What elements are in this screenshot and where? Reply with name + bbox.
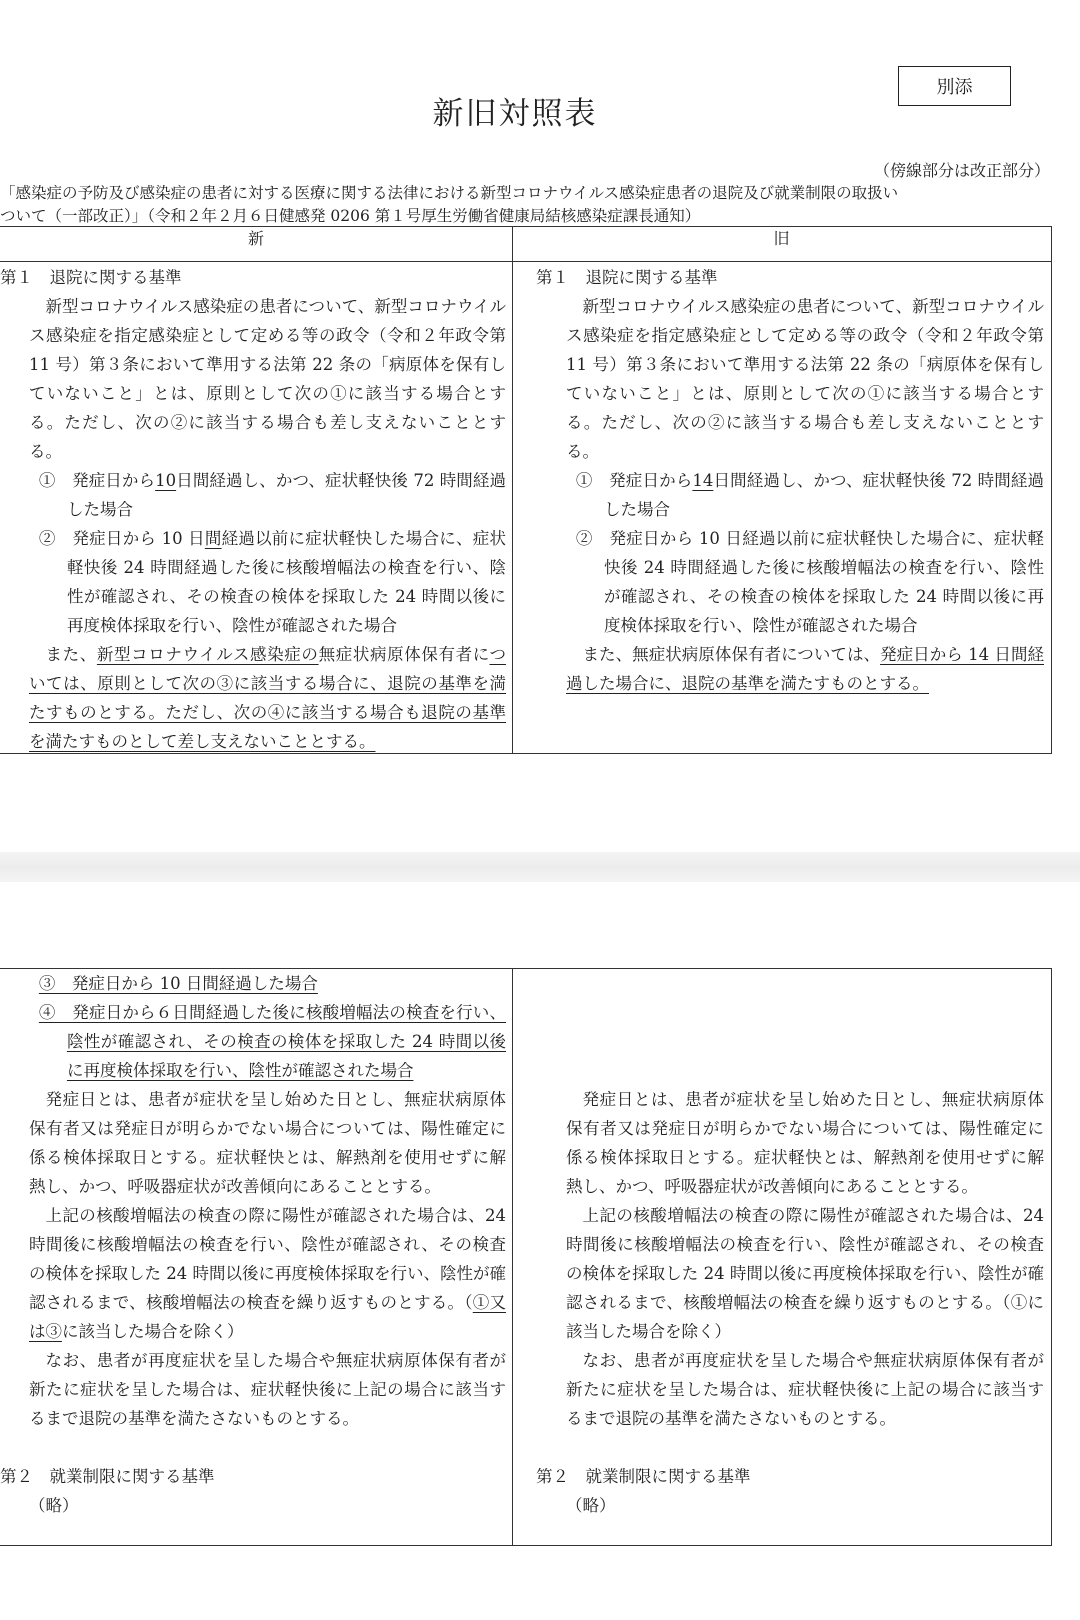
column-divider (512, 227, 513, 753)
new-paragraph-2 (29, 640, 506, 756)
new-column-part-1 (0, 263, 506, 756)
old-column-part-2 (536, 1085, 1044, 1520)
old-item-1-amended: 14 (692, 471, 714, 490)
new-item-1 (29, 466, 506, 524)
old-item-1 (566, 466, 1044, 524)
new-item-1-text: ① 発症日から (38, 471, 156, 490)
old-paragraph-2-text: また、無症状病原体保有者については、 (582, 645, 881, 664)
new-item-2-amended: 間 (204, 529, 222, 548)
new-paragraph-4-text: 上記の核酸増幅法の検査の際に陽性が確認された場合は、24 時間後に核酸増幅法の検査を行い、陰性が確認され、その検査の検体を採取した 24 時間以後に再度検体採取を行い、陰性が確認されるまで、核酸増幅法の検査を繰り返すものとする。（ (29, 1206, 506, 1312)
column-header-old: 旧 (773, 229, 790, 248)
old-paragraph-2-amended: 発症日から 14 日間経過した場合に、退院の基準を満たすものとする。 (566, 645, 1044, 693)
column-divider (512, 969, 513, 1545)
new-item-2-text-rest: 経過以前に症状軽快した場合に、症状軽快後 24 時間経過した後に核酸増幅法の検査を行い、陰性が確認され、その検査の検体を採取した 24 時間以後に再度検体採取を行い、陰性が確認された場合 (66, 529, 506, 635)
notice-reference: 「感染症の予防及び感染症の患者に対する医療に関する法律における新型コロナウイルス感染症患者の退院及び就業制限の取扱い ついて（一部改正）」（令和２年２月６日健感発 0206 第１号厚生労働省健康局結核感染症課長通知） (0, 184, 899, 225)
old-section-1-title: 第１ 退院に関する基準 (536, 268, 718, 287)
old-paragraph-1: 新型コロナウイルス感染症の患者について、新型コロナウイルス感染症を指定感染症として定める等の政令（令和２年政令第 11 号）第３条において準用する法第 22 条の「病原体を保有していないこと」とは、原則として次の①に該当する場合とする。ただし、次の②に該当する場合も差し支えないこととする。 (566, 297, 1044, 461)
old-item-1-text-rest: 日間経過し、かつ、症状軽快後 72 時間経過した場合 (603, 471, 1045, 519)
new-paragraph-3: 発症日とは、患者が症状を呈し始めた日とし、無症状病原体保有者又は発症日が明らかでない場合については、陽性確定に係る検体採取日とする。症状軽快とは、解熱剤を使用せずに解熱し、かつ、呼吸器症状が改善傾向にあることとする。 (29, 1090, 507, 1196)
new-item-1-amended: 10 (155, 471, 177, 490)
new-paragraph-2-amended-1: 新型コロナウイルス感染症の (96, 645, 319, 664)
comparison-table-part-2 (0, 968, 1052, 1546)
new-item-2 (29, 524, 506, 640)
new-paragraph-4-amended: ①又は③ (29, 1293, 507, 1341)
new-section-2-title: 第２ 就業制限に関する基準 (0, 1467, 215, 1486)
new-section-2-body: （略） (29, 1496, 79, 1515)
underline-note: （傍線部分は改正部分） (873, 161, 1050, 180)
comparison-table-part-1 (0, 226, 1052, 754)
attachment-label: 別添 (898, 66, 1011, 106)
old-column-part-1 (536, 263, 1044, 698)
old-item-2: ② 発症日から 10 日経過以前に症状軽快した場合に、症状軽快後 24 時間経過した後に核酸増幅法の検査を行い、陰性が確認され、その検査の検体を採取した 24 時間以後に再度検体採取を行い、陰性が確認された場合 (575, 529, 1044, 635)
new-paragraph-2-text-mid: 無症状病原体保有者に (318, 645, 490, 664)
new-item-2-text: ② 発症日から 10 日 (38, 529, 205, 548)
column-header-new: 新 (247, 229, 264, 248)
old-item-1-text: ① 発症日から (575, 471, 693, 490)
old-paragraph-4: 上記の核酸増幅法の検査の際に陽性が確認された場合は、24 時間後に核酸増幅法の検査を行い、陰性が確認され、その検査の検体を採取した 24 時間以後に再度検体採取を行い、陰性が確認されるまで、核酸増幅法の検査を繰り返すものとする。（①に該当した場合を除く） (566, 1206, 1044, 1341)
new-paragraph-4 (29, 1201, 506, 1346)
old-paragraph-3: 発症日とは、患者が症状を呈し始めた日とし、無症状病原体保有者又は発症日が明らかでない場合については、陽性確定に係る検体採取日とする。症状軽快とは、解熱剤を使用せずに解熱し、かつ、呼吸器症状が改善傾向にあることとする。 (566, 1090, 1045, 1196)
old-paragraph-5: なお、患者が再度症状を呈した場合や無症状病原体保有者が新たに症状を呈した場合は、症状軽快後に上記の場合に該当するまで退院の基準を満たさないものとする。 (566, 1351, 1044, 1428)
page-2 (0, 882, 1080, 1620)
old-paragraph-2 (566, 640, 1044, 698)
document-title: 新旧対照表 (432, 96, 598, 132)
new-paragraph-1: 新型コロナウイルス感染症の患者について、新型コロナウイルス感染症を指定感染症として定める等の政令（令和２年政令第 11 号）第３条において準用する法第 22 条の「病原体を保有していないこと」とは、原則として次の①に該当する場合とする。ただし、次の②に該当する場合も差し支えないこととする。 (29, 297, 507, 461)
new-item-4: ④ 発症日から６日間経過した後に核酸増幅法の検査を行い、陰性が確認され、その検査の検体を採取した 24 時間以後に再度検体採取を行い、陰性が確認された場合 (38, 1003, 506, 1080)
new-paragraph-2-text: また、 (45, 645, 97, 664)
new-paragraph-2-amended-2: ついては、原則として次の③に該当する場合に、退院の基準を満たすものとする。ただし、次の④に該当する場合も退院の基準を満たすものとして差し支えないこととする。 (29, 645, 507, 751)
new-paragraph-4-text-rest: に該当した場合を除く） (62, 1322, 244, 1341)
new-item-1-text-rest: 日間経過し、かつ、症状軽快後 72 時間経過した場合 (66, 471, 507, 519)
new-section-1-title: 第１ 退院に関する基準 (0, 268, 182, 287)
new-paragraph-5: なお、患者が再度症状を呈した場合や無症状病原体保有者が新たに症状を呈した場合は、症状軽快後に上記の場合に該当するまで退院の基準を満たさないものとする。 (29, 1351, 506, 1428)
new-item-3: ③ 発症日から 10 日間経過した場合 (38, 974, 318, 993)
new-column-part-2 (0, 969, 506, 1520)
old-section-2-title: 第２ 就業制限に関する基準 (536, 1467, 751, 1486)
page-separator (0, 852, 1080, 882)
old-section-2-body: （略） (566, 1496, 616, 1515)
header-divider (0, 261, 1051, 262)
